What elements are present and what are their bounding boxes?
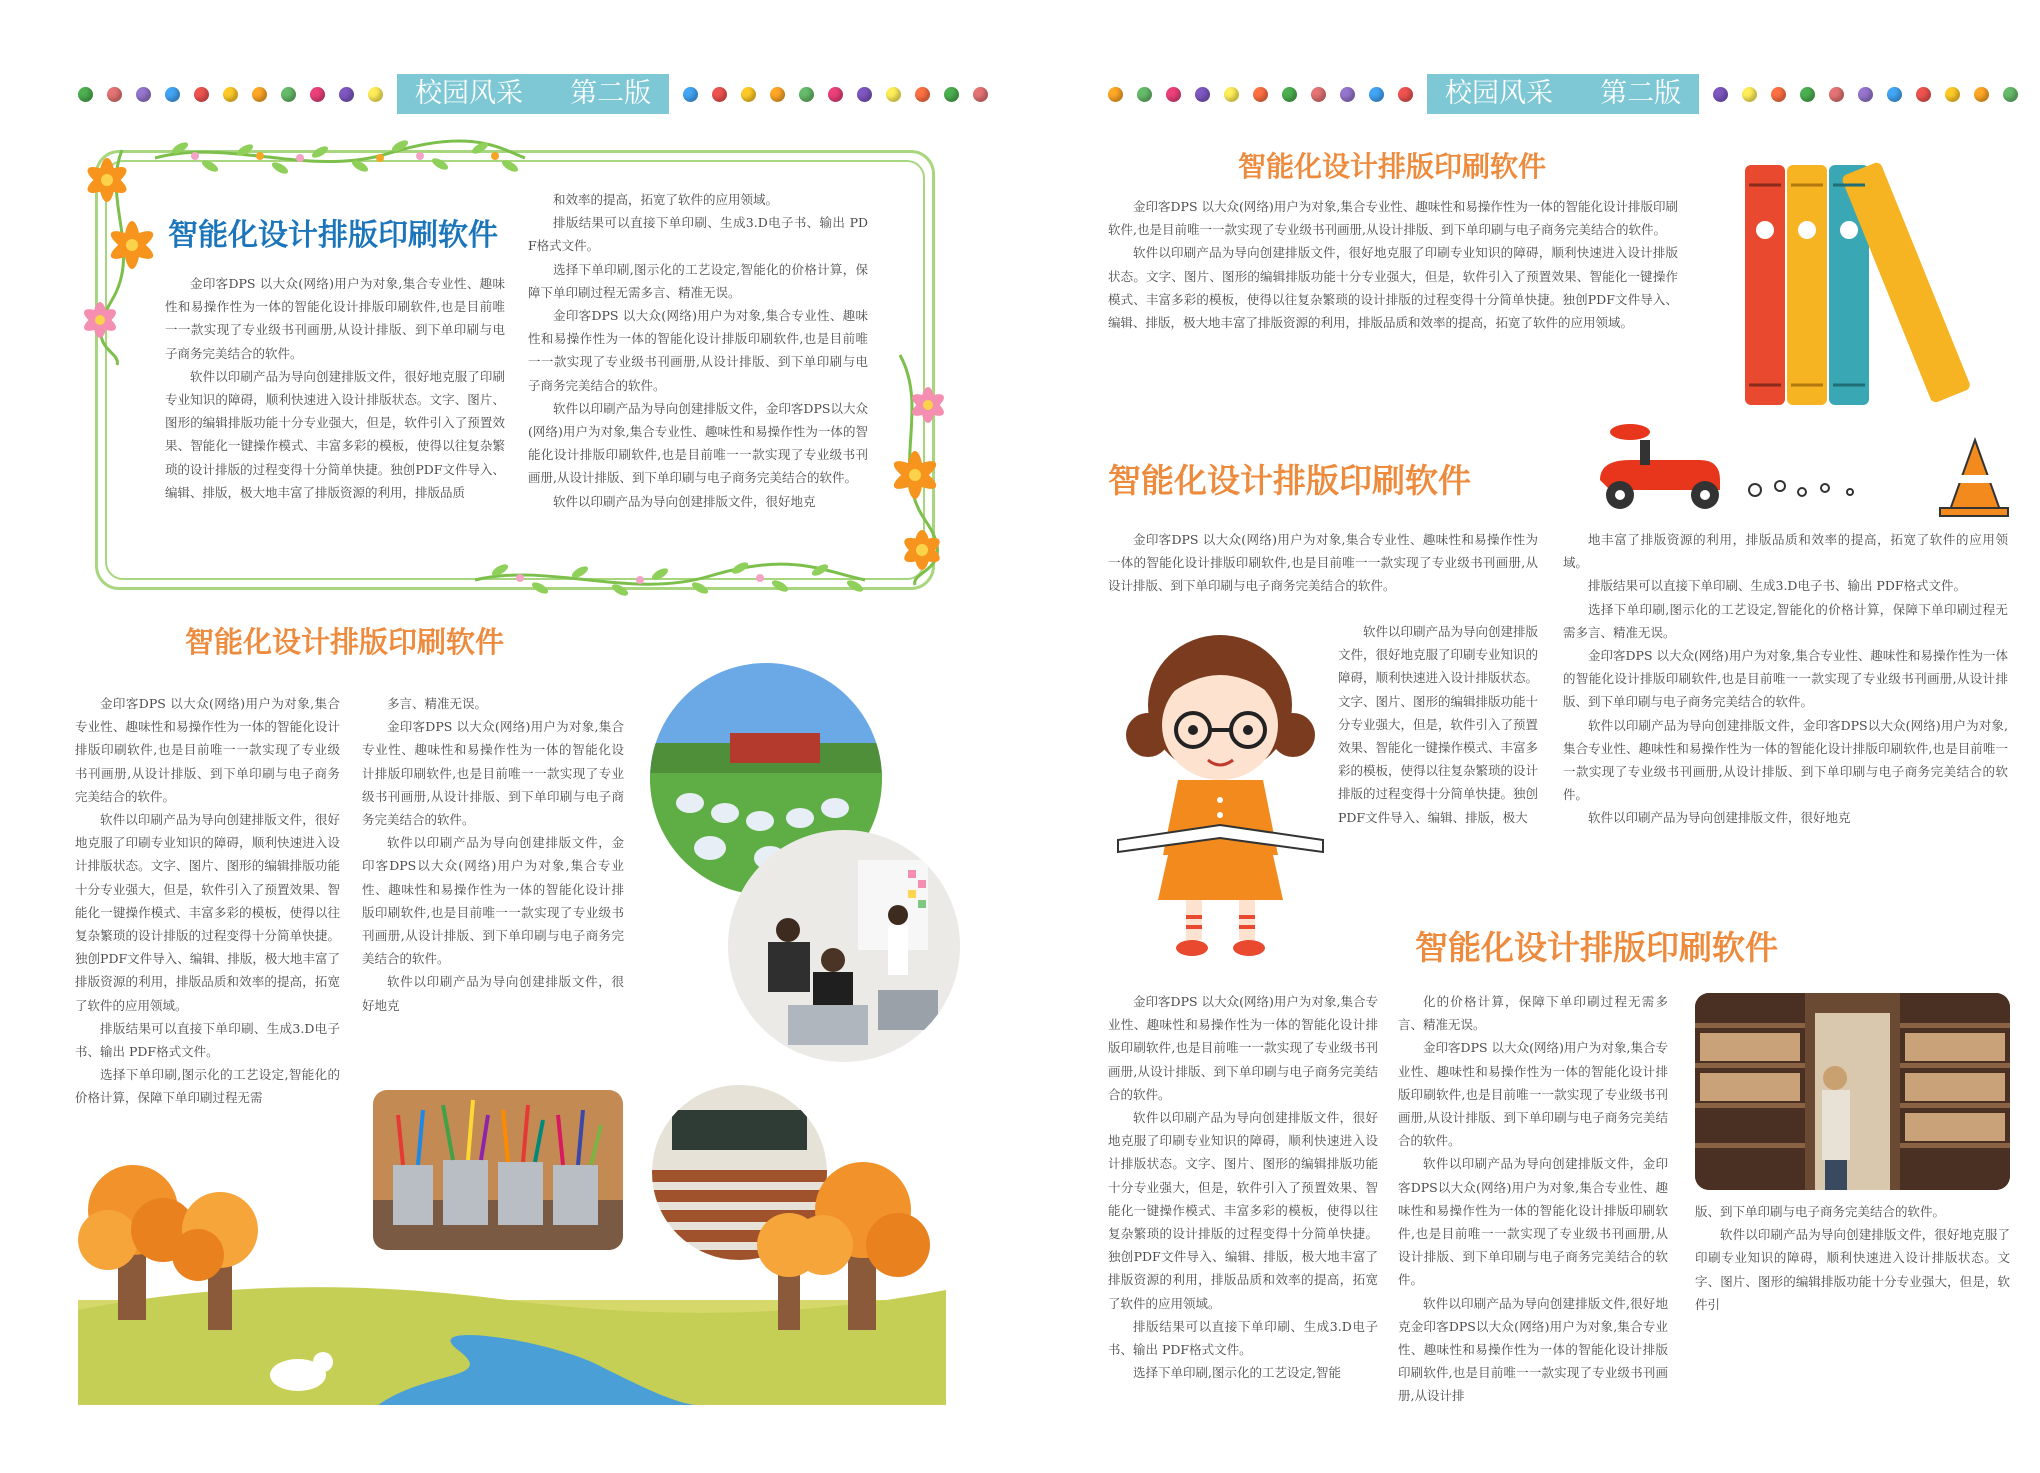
bead-row-right [1713,87,2018,102]
paragraph: 排版结果可以直接下单印刷、生成3.D电子书、输出 PDF格式文件。 [1108,1318,1378,1358]
vine-top-decoration [150,128,530,184]
bead-decoration [886,87,901,102]
bead-row-right [683,87,988,102]
bead-decoration [107,87,122,102]
paragraph: 化的价格计算，保障下单印刷过程无需多言、精准无误。 [1398,994,1668,1033]
paragraph: 选择下单印刷,图示化的工艺设定,智能化的价格计算，保障下单印刷过程无需多言、精准无误。 [1563,601,2008,640]
right-page [1020,0,2040,1473]
bead-decoration [1858,87,1873,102]
bead-decoration [1771,87,1786,102]
paragraph: 软件以印刷产品为导向创建排版文件，很好地克 [1588,810,1851,826]
framed-article-col2 [528,188,868,513]
paragraph: 软件以印刷产品为导向创建排版文件，金印客DPS以大众(网络)用户为对象,集合专业性、趣味性和易操作性为一体的智能化设计排版印刷软件,也是目前唯一一款实现了专业级书刊画册,从设计排版、到下单印刷与电子商务完美结合的软件。 [528,400,868,486]
bead-decoration [1713,87,1728,102]
article-col2 [1398,990,1668,1408]
bead-decoration [1398,87,1413,102]
paragraph: 软件以印刷产品为导向创建排版文件，很好地克 [362,974,624,1013]
framed-article-col1 [165,272,505,504]
article-body [1108,195,1678,334]
paragraph: 地丰富了排版资源的利用，排版品质和效率的提高，拓宽了软件的应用领域。 [1563,532,2008,571]
bead-decoration [973,87,988,102]
paragraph: 排版结果可以直接下单印刷、生成3.D电子书、输出 PDF格式文件。 [1588,578,1967,594]
bead-decoration [223,87,238,102]
bead-decoration [1137,87,1152,102]
paragraph: 软件以印刷产品为导向创建排版文件，金印客DPS以大众(网络)用户为对象,集合专业性、趣味性和易操作性为一体的智能化设计排版印刷软件,也是目前唯一一款实现了专业级书刊画册,从设计排版、到下单印刷与电子商务完美结合的软件。 [1398,1156,1668,1288]
banner-title-part2: 第二版 [570,78,652,109]
article-col2 [1563,528,2008,830]
bead-decoration [1800,87,1815,102]
bead-decoration [741,87,756,102]
article-col1 [75,692,340,1110]
bead-decoration [1945,87,1960,102]
bead-decoration [252,87,267,102]
paragraph: 软件以印刷产品为导向创建排版文件，很好地克服了印刷专业知识的障碍，顺利快速进入设计排版状态。文字、图片、图形的编辑排版功能十分专业强大，但是，软件引入了预置效果、智能化一键操作模式、丰富多彩的模板，使得以往复杂繁琐的设计排版的过程变得十分简单快捷。独创PDF文件导入、编辑、排版，极大地丰富了排版资源的利用，排版品质和效率的提高，拓宽了软件的应用领域。 [1108,1110,1378,1311]
bead-decoration [2003,87,2018,102]
bead-decoration [165,87,180,102]
bead-decoration [339,87,354,102]
bead-decoration [1224,87,1239,102]
bead-decoration [368,87,383,102]
article-heading: 智能化设计排版印刷软件 [1238,150,1547,183]
bead-decoration [1742,87,1757,102]
bead-decoration [1887,87,1902,102]
autumn-landscape-illustration [78,1150,946,1405]
bead-decoration [194,87,209,102]
bead-decoration [1282,87,1297,102]
bead-decoration [683,87,698,102]
banner-title [397,74,669,114]
article-intro [1108,528,1538,598]
paragraph: 软件以印刷产品为导向创建排版文件，金印客DPS以大众(网络)用户为对象,集合专业性、趣味性和易操作性为一体的智能化设计排版印刷软件,也是目前唯一一款实现了专业级书刊画册,从设计排版、到下单印刷与电子商务完美结合的软件。 [362,835,624,967]
bead-decoration [799,87,814,102]
flower-cluster-left [62,140,172,370]
bead-decoration [1311,87,1326,102]
paragraph: 金印客DPS 以大众(网络)用户为对象,集合专业性、趣味性和易操作性为一体的智能化设计排版印刷软件,也是目前唯一一款实现了专业级书刊画册,从设计排版、到下单印刷与电子商务完美结合的软件。 [528,308,868,393]
bead-decoration [712,87,727,102]
paragraph: 金印客DPS 以大众(网络)用户为对象,集合专业性、趣味性和易操作性为一体的智能化设计排版印刷软件,也是目前唯一一款实现了专业级书刊画册,从设计排版、到下单印刷与电子商务完美结合的软件。 [362,719,624,828]
bead-decoration [1253,87,1268,102]
bead-decoration [136,87,151,102]
banner-title [1427,74,1699,114]
paragraph: 金印客DPS 以大众(网络)用户为对象,集合专业性、趣味性和易操作性为一体的智能化设计排版印刷软件,也是目前唯一一款实现了专业级书刊画册,从设计排版、到下单印刷与电子商务完美结合的软件。 [1108,994,1378,1102]
article-beside-illustration [1338,620,1538,829]
bead-decoration [281,87,296,102]
girl-reading-illustration [1108,630,1333,970]
bead-decoration [915,87,930,102]
bead-decoration [1340,87,1355,102]
bead-decoration [310,87,325,102]
paragraph: 软件以印刷产品为导向创建排版文件，很好地克服了印刷专业知识的障碍，顺利快速进入设计排版状态。文字、图片、图形的编辑排版功能十分专业强大，但是，软件引入了预置效果、智能化一键操作模式、丰富多彩的模板，使得以往复杂繁琐的设计排版的过程变得十分简单快捷。独创PDF文件导入、编辑、排版，极大 [1338,624,1539,825]
photo-classroom-meeting [728,830,960,1062]
page-banner [1108,74,2018,114]
paragraph: 软件以印刷产品为导向创建排版文件，金印客DPS以大众(网络)用户为对象,集合专业性、趣味性和易操作性为一体的智能化设计排版印刷软件,也是目前唯一一款实现了专业级书刊画册,从设计排版、到下单印刷与电子商务完美结合的软件。 [1563,717,2008,803]
bead-decoration [78,87,93,102]
paragraph: 排版结果可以直接下单印刷、生成3.D电子书、输出 PDF格式文件。 [528,215,868,254]
books-illustration [1735,160,2010,410]
bead-decoration [944,87,959,102]
bead-decoration [828,87,843,102]
paragraph: 版、到下单印刷与电子商务完美结合的软件。 [1695,1204,1946,1219]
article-heading: 智能化设计排版印刷软件 [1108,461,1471,500]
scooter-illustration [1580,420,2010,520]
paragraph: 选择下单印刷,图示化的工艺设定,智能化的价格计算，保障下单印刷过程无需 [75,1067,340,1106]
bead-decoration [1974,87,1989,102]
article-heading: 智能化设计排版印刷软件 [185,625,505,659]
photo-library-shelves [1695,993,2010,1190]
article-col2 [362,692,624,1017]
paragraph: 金印客DPS 以大众(网络)用户为对象,集合专业性、趣味性和易操作性为一体的智能化设计排版印刷软件,也是目前唯一一款实现了专业级书刊画册,从设计排版、到下单印刷与电子商务完美结合的软件。 [75,696,340,804]
paragraph: 金印客DPS 以大众(网络)用户为对象,集合专业性、趣味性和易操作性为一体的智能化设计排版印刷软件,也是目前唯一一款实现了专业级书刊画册,从设计排版、到下单印刷与电子商务完美结合的软件。 [1563,648,2008,710]
bead-decoration [1108,87,1123,102]
vine-bottom-decoration [470,552,870,608]
article-col1 [1108,990,1378,1384]
banner-title-part1: 校园风采 [1445,78,1553,109]
bead-decoration [770,87,785,102]
paragraph: 选择下单印刷,图示化的工艺设定,智能 [1133,1365,1341,1381]
paragraph: 软件以印刷产品为导向创建排版文件，很好地克服了印刷专业知识的障碍，顺利快速进入设计排版状态。文字、图片、图形的编辑排版功能十分专业强大，但是，软件引入了预置效果、智能化一键操作模式、丰富多彩的模板，使得以往复杂繁琐的设计排版的过程变得十分简单快捷。独创PDF文件导入、编辑、排版，极大地丰富了排版资源的利用，排版品质和效率的提高，拓宽了软件的应用领域。 [1108,245,1678,331]
paragraph: 选择下单印刷,图示化的工艺设定,智能化的价格计算，保障下单印刷过程无需多言、精准无误。 [528,261,868,300]
banner-title-part1: 校园风采 [415,78,523,109]
paragraph: 软件以印刷产品为导向创建排版文件，很好地克服了印刷专业知识的障碍，顺利快速进入设计排版状态。文字、图片、图形的编辑排版功能十分专业强大，但是，软件引入了预置效果、智能化一键操作模式、丰富多彩的模板，使得以往复杂繁琐的设计排版的过程变得十分简单快捷。独创PDF文件导入、编辑、排版，极大地丰富了排版资源的利用，排版品质 [165,368,505,500]
bead-decoration [1829,87,1844,102]
paragraph: 金印客DPS 以大众(网络)用户为对象,集合专业性、趣味性和易操作性为一体的智能化设计排版印刷软件,也是目前唯一一款实现了专业级书刊画册,从设计排版、到下单印刷与电子商务完美结合的软件。 [1108,199,1678,238]
flower-cluster-right [860,350,970,590]
paragraph: 软件以印刷产品为导向创建排版文件，很好地克服了印刷专业知识的障碍，顺利快速进入设计排版状态。文字、图片、图形的编辑排版功能十分专业强大，但是，软件引入了预置效果、智能化一键操作模式、丰富多彩的模板，使得以往复杂繁琐的设计排版的过程变得十分简单快捷。独创PDF文件导入、编辑、排版，极大地丰富了排版资源的利用，排版品质和效率的提高，拓宽了软件的应用领域。 [75,812,340,1013]
page-banner [78,74,988,114]
bead-decoration [1369,87,1384,102]
paragraph: 多言、精准无误。 [387,696,488,711]
bead-decoration [1195,87,1210,102]
paragraph: 和效率的提高，拓宽了软件的应用领域。 [553,192,779,207]
banner-title-part2: 第二版 [1600,78,1682,109]
bead-decoration [857,87,872,102]
paragraph: 软件以印刷产品为导向创建排版文件，很好地克 [553,493,816,509]
paragraph: 金印客DPS 以大众(网络)用户为对象,集合专业性、趣味性和易操作性为一体的智能化设计排版印刷软件,也是目前唯一一款实现了专业级书刊画册,从设计排版、到下单印刷与电子商务完美结合的软件。 [1108,532,1538,594]
paragraph: 金印客DPS 以大众(网络)用户为对象,集合专业性、趣味性和易操作性为一体的智能化设计排版印刷软件,也是目前唯一一款实现了专业级书刊画册,从设计排版、到下单印刷与电子商务完美结合的软件。 [1398,1040,1668,1149]
bead-row-left [78,87,383,102]
bead-decoration [1166,87,1181,102]
paragraph: 软件以印刷产品为导向创建排版文件,很好地克金印客DPS以大众(网络)用户为对象,集合专业性、趣味性和易操作性为一体的智能化设计排版印刷软件,也是目前唯一一款实现了专业级书刊画册,从设计排 [1398,1295,1668,1404]
paragraph: 排版结果可以直接下单印刷、生成3.D电子书、输出 PDF格式文件。 [75,1020,340,1060]
article-heading: 智能化设计排版印刷软件 [1415,928,1778,967]
framed-article-heading: 智能化设计排版印刷软件 [168,218,498,253]
bead-decoration [1916,87,1931,102]
paragraph: 金印客DPS 以大众(网络)用户为对象,集合专业性、趣味性和易操作性为一体的智能化设计排版印刷软件,也是目前唯一一款实现了专业级书刊画册,从设计排版、到下单印刷与电子商务完美结合的软件。 [165,276,505,361]
bead-row-left [1108,87,1413,102]
paragraph: 软件以印刷产品为导向创建排版文件，很好地克服了印刷专业知识的障碍，顺利快速进入设计排版状态。文字、图片、图形的编辑排版功能十分专业强大，但是，软件引 [1695,1227,2010,1312]
article-col3 [1695,1200,2010,1316]
